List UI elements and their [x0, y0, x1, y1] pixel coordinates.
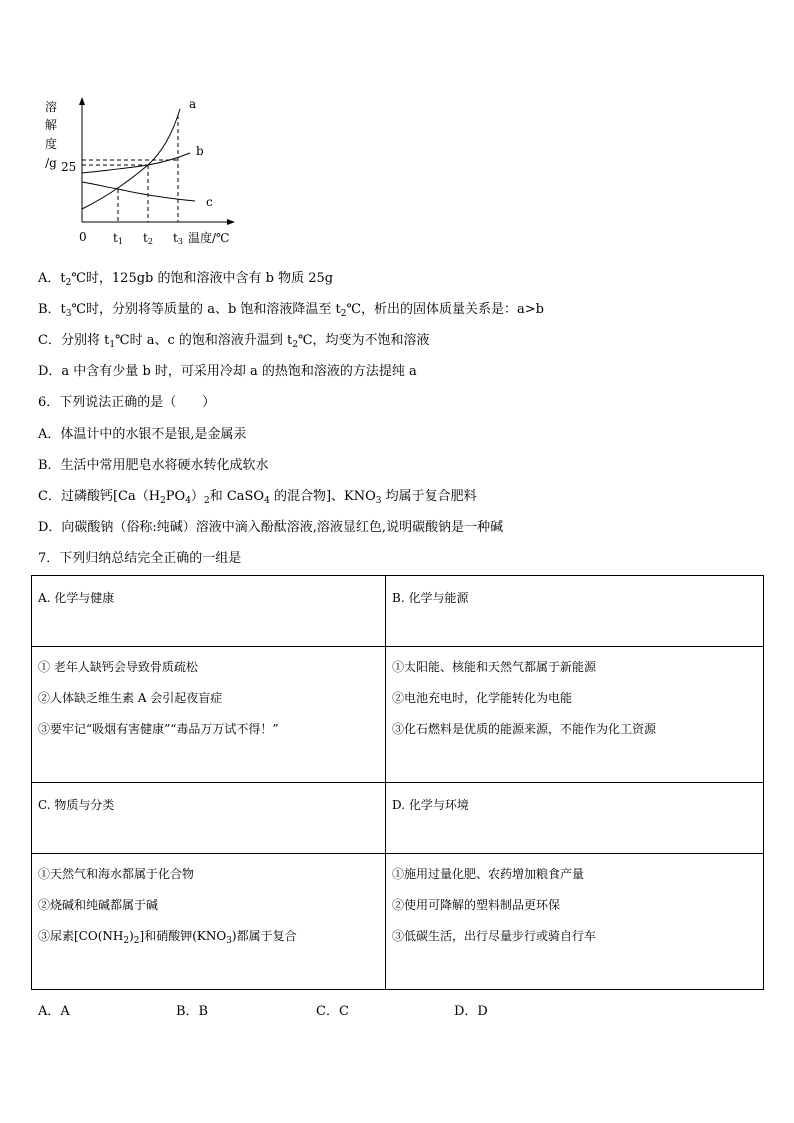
q5-option-b: B．$t_3℃$时，分别将等质量的 a、b 饱和溶液降温至 $t_2℃$，析出的固体质量关系是：a>b	[38, 302, 545, 319]
y-label-char: /g	[45, 156, 57, 170]
x-tick-t1: t1	[113, 231, 123, 246]
y-label-char: 度	[44, 137, 57, 151]
q6-option-a: A．体温计中的水银不是银,是金属汞	[38, 427, 247, 442]
x-axis-arrow	[227, 219, 235, 225]
q7-table	[31, 575, 764, 990]
cell-d-head: D. 化学与环境	[386, 783, 764, 854]
q6-option-c: C．过磷酸钙[$Ca(H_2PO_4)_2$和 CaSO$_4$ 的混合物]、$KNO_3$ 均属于复合肥料	[38, 489, 477, 506]
q5-option-a: A．$t_2℃$时，125gb 的饱和溶液中含有 b 物质 25g	[38, 271, 334, 288]
cell-c-body	[32, 854, 386, 990]
list-item: ①天然气和海水都属于化合物	[38, 867, 195, 881]
list-item: ③化石燃料是优质的能源来源，不能作为化工资源	[392, 722, 657, 736]
q5-option-d: D．a 中含有少量 b 时，可采用冷却 a 的热饱和溶液的方法提纯 a	[38, 364, 417, 379]
q6-option-b: B．生活中常用肥皂水将硬水转化成软水	[38, 458, 269, 473]
curve-b	[82, 153, 190, 173]
answer-b: B．B	[176, 1004, 209, 1019]
x-axis-label: 温度/℃	[188, 231, 230, 245]
x-tick-t2: t2	[143, 231, 153, 246]
list-item: ①施用过量化肥、农药增加粮食产量	[392, 867, 585, 881]
solubility-chart	[0, 0, 794, 260]
q6-option-d: D．向碳酸钠（俗称:纯碱）溶液中滴入酚酞溶液,溶液显红色,说明碳酸钠是一种碱	[38, 520, 504, 535]
cell-a-head: A. 化学与健康	[32, 576, 386, 647]
y-label-char: 解	[44, 118, 57, 132]
list-item: ③低碳生活，出行尽量步行或骑自行车	[392, 929, 597, 943]
origin-label: 0	[79, 230, 87, 244]
answer-c: C．C	[316, 1004, 349, 1019]
curve-a	[82, 109, 180, 209]
cell-b-head: B. 化学与能源	[386, 576, 764, 647]
list-item: ②电池充电时，化学能转化为电能	[392, 691, 573, 705]
x-tick-t3: t3	[173, 231, 183, 246]
y-label-char: 溶	[44, 100, 57, 114]
curve-label-c: c	[206, 195, 213, 209]
y-tick-25: 25	[61, 160, 77, 174]
q7-stem: 7．下列归纳总结完全正确的一组是	[38, 551, 242, 566]
list-item: ②烧碱和纯碱都属于碱	[38, 898, 159, 912]
cell-c-head: C. 物质与分类	[32, 783, 386, 854]
q6-stem: 6．下列说法正确的是（ ）	[38, 395, 216, 410]
list-item: ③尿素$[CO(NH_2)_2]$和硝酸钾$(KNO_3)$都属于复合	[38, 929, 297, 946]
curve-label-a: a	[189, 97, 197, 111]
curve-c	[82, 182, 195, 201]
answer-a: A．A	[38, 1004, 70, 1019]
list-item: ①太阳能、核能和天然气都属于新能源	[392, 660, 597, 674]
cell-b-body	[386, 647, 764, 783]
list-item: ① 老年人缺钙会导致骨质疏松	[38, 660, 198, 674]
list-item: ③要牢记“吸烟有害健康”“毒品万万试不得！”	[38, 722, 279, 736]
q5-option-c: C．分别将 $t_1℃$时 a、c 的饱和溶液升温到 $t_2℃$，均变为不饱和溶液	[38, 333, 430, 350]
cell-d-body	[386, 854, 764, 990]
answer-d: D．D	[454, 1004, 488, 1019]
list-item: ②使用可降解的塑料制品更环保	[392, 898, 561, 912]
y-axis-arrow	[79, 97, 85, 105]
list-item: ②人体缺乏维生素 A 会引起夜盲症	[38, 691, 223, 705]
curve-label-b: b	[196, 144, 204, 158]
cell-a-body	[32, 647, 386, 783]
